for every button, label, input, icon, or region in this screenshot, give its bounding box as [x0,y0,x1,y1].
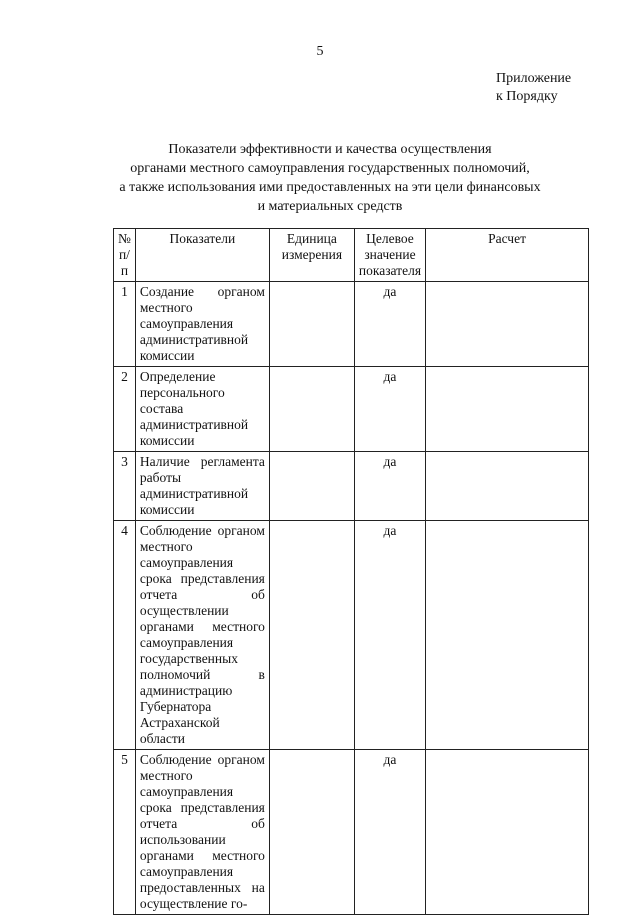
row-number: 3 [114,452,136,521]
header-number-line-2: п/п [118,247,130,278]
header-indicators: Показатели [135,229,269,282]
row-target: да [354,282,425,367]
row-number: 4 [114,521,136,750]
row-indicator: Соблюдение органом местного самоуправления срока представления отчета об осуществлении органами местного самоуправления государственных полномочий в администрацию Губернатора Астраханской области [135,521,269,750]
header-unit [269,229,354,282]
row-number: 1 [114,282,136,367]
row-unit [269,367,354,452]
indicators-table [113,228,589,915]
page-number: 5 [316,44,324,59]
appendix-note [496,70,571,106]
table-row [114,452,589,521]
document-title [100,140,560,216]
row-target: да [354,521,425,750]
row-indicator: Определение персонального состава административной комиссии [135,367,269,452]
row-unit [269,282,354,367]
table-row [114,367,589,452]
header-target [354,229,425,282]
row-unit [269,750,354,915]
header-number-line-1: № [118,231,131,246]
row-indicator: Создание органом местного самоуправления административной комиссии [135,282,269,367]
row-indicator: Соблюдение органом местного самоуправления срока представления отчета об использовании органами местного самоуправления предоставленных на осуществление го- [135,750,269,915]
header-target-line-3: показателя [358,263,422,278]
row-calculation [426,750,589,915]
row-calculation [426,282,589,367]
row-calculation [426,521,589,750]
row-unit [269,452,354,521]
appendix-line-2: к Порядку [496,89,558,104]
table-row [114,750,589,915]
table-row [114,282,589,367]
table-header-row [114,229,589,282]
title-line-3: а также использования ими предоставленных на эти цели финансовых [119,180,541,195]
header-target-line-2: значение [364,247,416,262]
header-unit-line-2: измерения [281,247,343,262]
row-target: да [354,750,425,915]
header-number [114,229,136,282]
appendix-line-1: Приложение [496,71,572,86]
row-indicator: Наличие регламента работы административной комиссии [135,452,269,521]
title-line-4: и материальных средств [257,199,403,214]
table-row [114,521,589,750]
title-line-2: органами местного самоуправления государственных полномочий, [130,161,530,176]
header-calculation: Расчет [426,229,589,282]
row-number: 5 [114,750,136,915]
row-target: да [354,367,425,452]
row-target: да [354,452,425,521]
header-unit-line-1: Единица [286,231,337,246]
header-target-line-1: Целевое [366,231,414,246]
title-line-1: Показатели эффективности и качества осуществления [168,142,492,157]
row-number: 2 [114,367,136,452]
row-calculation [426,452,589,521]
row-unit [269,521,354,750]
row-calculation [426,367,589,452]
